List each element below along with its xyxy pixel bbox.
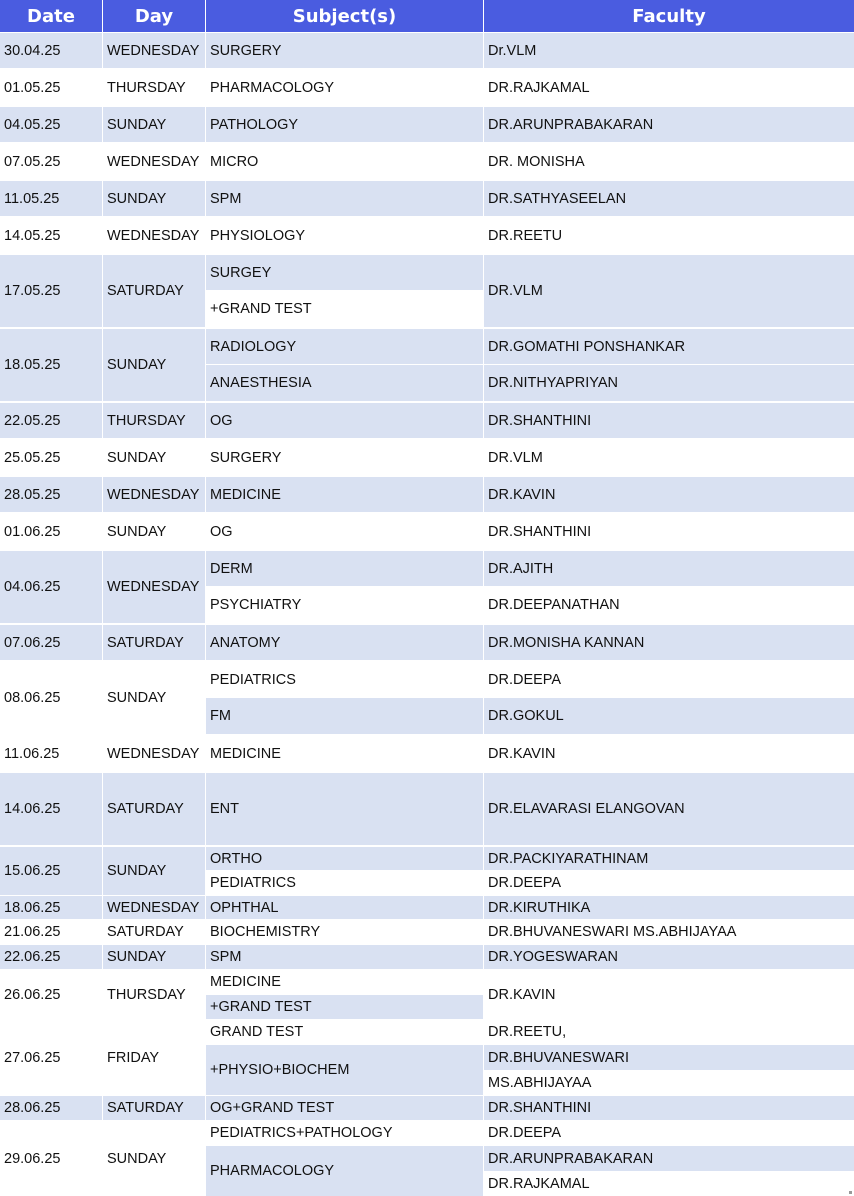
date-cell: 01.06.25 <box>4 523 61 540</box>
day-cell: SUNDAY <box>103 945 205 969</box>
faculty-cell: DR. MONISHA <box>488 153 585 170</box>
day-cell: WEDNESDAY <box>107 745 200 762</box>
day-cell: THURSDAY <box>107 79 186 96</box>
date-cell: 11.06.25 <box>4 745 60 762</box>
subject-cell: FM <box>206 698 483 734</box>
faculty-cell: Dr.VLM <box>484 33 854 68</box>
day-cell: SUNDAY <box>107 449 167 466</box>
faculty-cell: DR.PACKIYARATHINAM <box>484 847 854 870</box>
day-cell: THURSDAY <box>107 986 186 1003</box>
date-cell: 18.06.25 <box>0 896 102 919</box>
day-cell: SUNDAY <box>103 847 205 895</box>
faculty-cell: DR.GOKUL <box>484 698 854 734</box>
day-cell: SUNDAY <box>107 523 167 540</box>
subject-cell: DERM <box>206 551 483 586</box>
date-cell: 29.06.25 <box>4 1150 61 1167</box>
faculty-cell: DR.ELAVARASI ELANGOVAN <box>484 773 854 845</box>
faculty-cell: DR.MONISHA KANNAN <box>484 625 854 660</box>
date-cell: 21.06.25 <box>4 924 61 940</box>
subject-cell: MEDICINE <box>206 477 483 512</box>
day-cell: SATURDAY <box>103 1096 205 1120</box>
subject-cell: MEDICINE <box>210 745 281 762</box>
subject-cell: SURGERY <box>206 33 483 68</box>
day-cell: SATURDAY <box>103 255 205 327</box>
date-cell: 17.05.25 <box>0 255 102 327</box>
date-cell: 28.05.25 <box>0 477 102 512</box>
header-date: Date <box>0 0 102 32</box>
day-cell: WEDNESDAY <box>107 153 200 170</box>
faculty-cell: DR.DEEPA <box>488 875 562 891</box>
subject-cell: SURGEY <box>206 255 483 290</box>
day-cell: WEDNESDAY <box>103 477 205 512</box>
day-cell: SATURDAY <box>103 625 205 660</box>
header-faculty: Faculty <box>484 0 854 32</box>
subject-cell: PEDIATRICS+PATHOLOGY <box>210 1125 393 1141</box>
faculty-cell: DR.REETU, <box>488 1024 567 1040</box>
faculty-cell: DR.RAJKAMAL <box>488 79 590 96</box>
date-cell: 22.06.25 <box>0 945 102 969</box>
faculty-cell: DR.BHUVANESWARI <box>484 1045 854 1070</box>
subject-cell: PHARMACOLOGY <box>210 79 335 96</box>
subject-cell: OPHTHAL <box>206 896 483 919</box>
faculty-cell: DR.DEEPANATHAN <box>488 597 620 613</box>
subject-cell: PHYSIOLOGY <box>210 227 306 244</box>
date-cell: 18.05.25 <box>0 329 102 401</box>
subject-cell: ENT <box>206 773 483 845</box>
subject-cell: ANAESTHESIA <box>206 365 483 401</box>
faculty-cell: DR.SHANTHINI <box>488 523 592 540</box>
date-cell: 26.06.25 <box>4 986 61 1003</box>
subject-cell: MEDICINE <box>210 974 281 990</box>
faculty-cell: DR.ARUNPRABAKARAN <box>484 107 854 142</box>
resize-handle <box>849 1191 852 1194</box>
day-cell: SUNDAY <box>103 181 205 216</box>
faculty-cell: DR.AJITH <box>484 551 854 586</box>
day-cell: SATURDAY <box>103 773 205 845</box>
day-cell: WEDNESDAY <box>103 551 205 623</box>
faculty-cell: DR.BHUVANESWARI MS.ABHIJAYAA <box>488 924 737 940</box>
day-cell: SUNDAY <box>107 1150 167 1167</box>
subject-cell: ORTHO <box>206 847 483 870</box>
date-cell: 11.05.25 <box>0 181 102 216</box>
subject-cell: PATHOLOGY <box>206 107 483 142</box>
date-cell: 30.04.25 <box>0 33 102 68</box>
date-cell: 04.06.25 <box>0 551 102 623</box>
day-cell: SATURDAY <box>107 924 184 940</box>
date-cell: 27.06.25 <box>4 1049 61 1066</box>
faculty-cell: DR.YOGESWARAN <box>484 945 854 969</box>
faculty-cell: DR.RAJKAMAL <box>488 1176 590 1192</box>
subject-cell: OG <box>210 523 233 540</box>
day-cell: WEDNESDAY <box>103 896 205 919</box>
subject-cell: PHARMACOLOGY <box>206 1146 483 1196</box>
faculty-cell: DR.REETU <box>488 227 563 244</box>
faculty-cell: DR.SHANTHINI <box>484 1096 854 1120</box>
faculty-cell: DR.VLM <box>484 255 854 327</box>
faculty-cell: DR.GOMATHI PONSHANKAR <box>484 329 854 364</box>
faculty-cell: DR.DEEPA <box>488 1125 562 1141</box>
day-cell: SUNDAY <box>107 690 167 706</box>
faculty-cell: DR.SATHYASEELAN <box>484 181 854 216</box>
date-cell: 22.05.25 <box>0 403 102 438</box>
subject-cell: SPM <box>206 181 483 216</box>
faculty-cell: DR.SHANTHINI <box>484 403 854 438</box>
subject-cell: +GRAND TEST <box>206 995 483 1019</box>
day-cell: SUNDAY <box>103 329 205 401</box>
subject-cell: GRAND TEST <box>210 1024 304 1040</box>
date-cell: 04.05.25 <box>0 107 102 142</box>
subject-cell: ANATOMY <box>206 625 483 660</box>
faculty-cell: DR.DEEPA <box>488 671 562 688</box>
subject-cell: SPM <box>206 945 483 969</box>
date-cell: 07.05.25 <box>4 153 61 170</box>
subject-cell: PEDIATRICS <box>210 875 296 891</box>
faculty-cell: DR.ARUNPRABAKARAN <box>484 1146 854 1171</box>
subject-cell: OG <box>206 403 483 438</box>
date-cell: 01.05.25 <box>4 79 61 96</box>
subject-cell: +GRAND TEST <box>210 301 312 317</box>
date-cell: 25.05.25 <box>4 449 61 466</box>
subject-cell: +PHYSIO+BIOCHEM <box>206 1045 483 1095</box>
subject-cell: BIOCHEMISTRY <box>210 924 321 940</box>
subject-cell: PSYCHIATRY <box>210 597 302 613</box>
date-cell: 14.05.25 <box>4 227 61 244</box>
day-cell: WEDNESDAY <box>107 227 200 244</box>
faculty-cell: MS.ABHIJAYAA <box>488 1075 592 1091</box>
faculty-cell: DR.NITHYAPRIYAN <box>484 365 854 401</box>
faculty-cell: DR.KIRUTHIKA <box>484 896 854 919</box>
day-cell: WEDNESDAY <box>103 33 205 68</box>
day-cell: THURSDAY <box>103 403 205 438</box>
subject-cell: SURGERY <box>210 449 282 466</box>
date-cell: 15.06.25 <box>0 847 102 895</box>
date-cell: 07.06.25 <box>0 625 102 660</box>
subject-cell: RADIOLOGY <box>206 329 483 364</box>
date-cell: 08.06.25 <box>4 690 61 706</box>
day-cell: SUNDAY <box>103 107 205 142</box>
header-day: Day <box>103 0 205 32</box>
date-cell: 14.06.25 <box>0 773 102 845</box>
header-subject: Subject(s) <box>206 0 483 32</box>
subject-cell: MICRO <box>210 153 259 170</box>
faculty-cell: DR.KAVIN <box>488 745 556 762</box>
faculty-cell: DR.KAVIN <box>488 986 556 1003</box>
day-cell: FRIDAY <box>107 1049 160 1066</box>
date-cell: 28.06.25 <box>0 1096 102 1120</box>
faculty-cell: DR.VLM <box>488 449 543 466</box>
subject-cell: OG+GRAND TEST <box>206 1096 483 1120</box>
faculty-cell: DR.KAVIN <box>484 477 854 512</box>
subject-cell: PEDIATRICS <box>210 671 296 688</box>
